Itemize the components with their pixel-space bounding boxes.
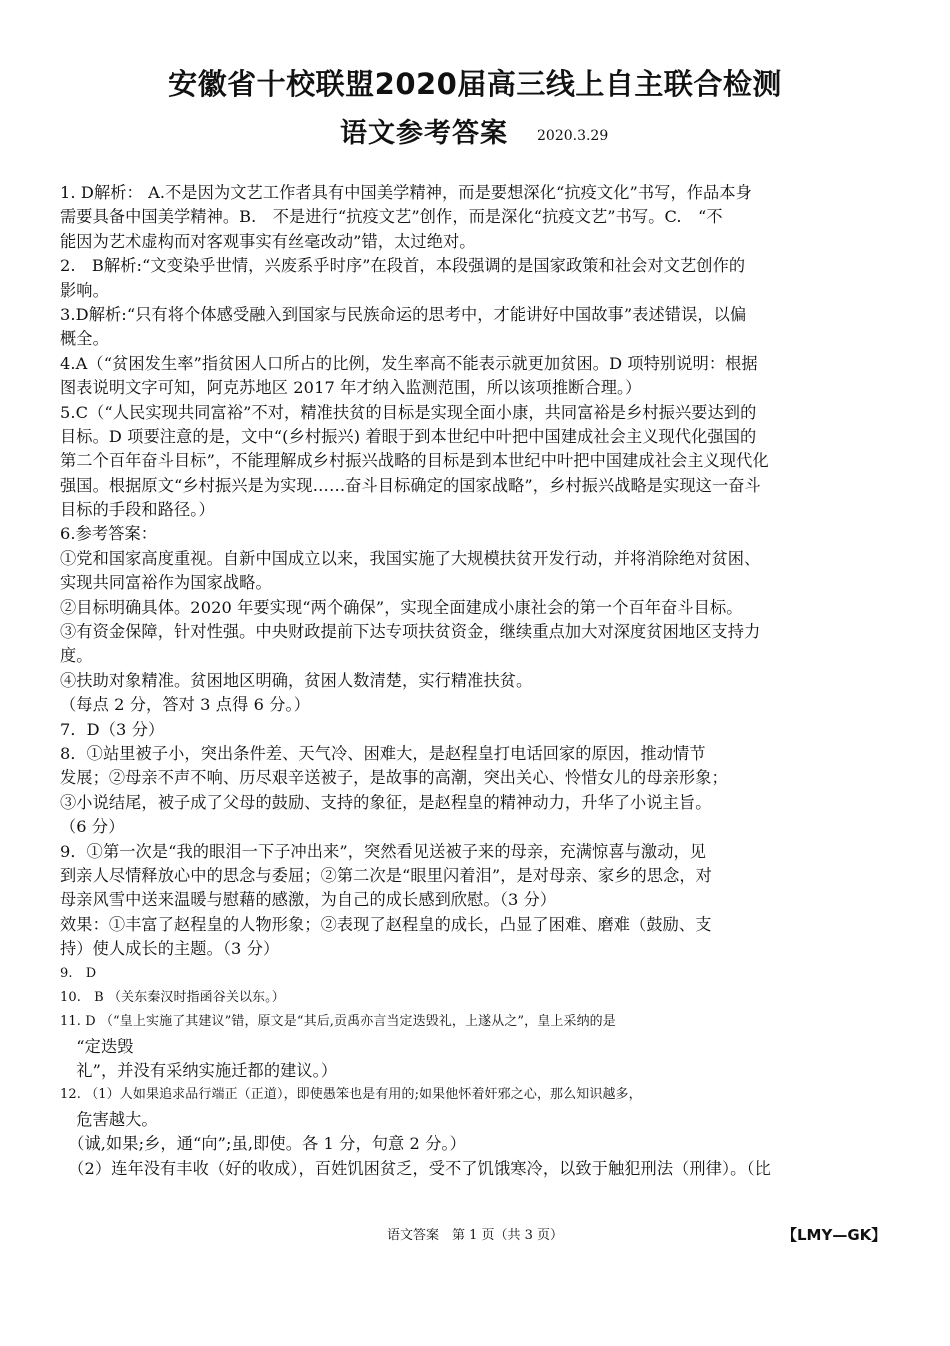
text-line: 9. D xyxy=(60,965,97,981)
text-line: ①党和国家高度重视。自新中国成立以来，我国实施了大规模扶贫开发行动，并将消除绝对贫困、 xyxy=(60,548,761,568)
page-subtitle: 语文参考答案 xyxy=(340,118,508,149)
page-title: 安徽省十校联盟2020届高三线上自主联合检测 xyxy=(168,67,782,101)
text-line: 危害越大。 xyxy=(60,1109,158,1129)
text-line: 图表说明文字可知，阿克苏地区 2017 年才纳入监测范围，所以该项推断合理。） xyxy=(60,378,642,398)
text-line: 需要具备中国美学精神。B. 不是进行“抗疫文艺”创作，而是深化“抗疫文艺”书写。C. “不 xyxy=(60,207,723,227)
text-line: （每点 2 分，答对 3 点得 6 分。） xyxy=(60,695,311,715)
text-line: 6.参考答案： xyxy=(60,524,158,544)
answer-body xyxy=(60,181,894,1181)
text-line: 母亲风雪中送来温暖与慰藉的感激，为自己的成长感到欣慰。（3 分） xyxy=(60,890,557,910)
text-line: 强国。根据原文“乡村振兴是为实现……奋斗目标确定的国家战略”，乡村振兴战略是实现这一奋斗 xyxy=(60,475,761,495)
document-code-tag: 【LMY—GK】 xyxy=(782,1226,887,1244)
exam-date: 2020.3.29 xyxy=(537,128,609,144)
text-line: 发展；②母亲不声不响、历尽艰辛送被子，是故事的高潮，突出关心、怜惜女儿的母亲形象； xyxy=(60,768,728,788)
text-line: ②目标明确具体。2020 年要实现“两个确保”，实现全面建成小康社会的第一个百年奋斗目标。 xyxy=(60,597,743,617)
text-line: （诚,如果;乡，通“向”;虽,即使。各 1 分，句意 2 分。） xyxy=(60,1134,466,1154)
text-line: ③小说结尾，被子成了父母的鼓励、支持的象征，是赵程皇的精神动力，升华了小说主旨。 xyxy=(60,792,712,812)
text-line: 第二个百年奋斗目标”，不能理解成乡村振兴战略的目标是到本世纪中叶把中国建成社会主义现代化 xyxy=(60,451,769,471)
text-line: （2）连年没有丰收（好的收成），百姓饥困贫乏，受不了饥饿寒冷，以致于触犯刑法（刑律）。（比 xyxy=(60,1158,771,1178)
page-footer: 语文答案 第 1 页（共 3 页） xyxy=(386,1228,564,1243)
text-line: 2. B解析:“文变染乎世情，兴废系乎时序”在段首，本段强调的是国家政策和社会对文艺创作的 xyxy=(60,256,746,276)
text-line: 实现共同富裕作为国家战略。 xyxy=(60,573,272,593)
text-line: 目标的手段和路径。） xyxy=(60,500,215,520)
text-line: 到亲人尽情释放心中的思念与委屈；②第二次是“眼里闪着泪”，是对母亲、家乡的思念，对 xyxy=(60,865,712,885)
text-line: 9．①第一次是“我的眼泪一下子冲出来”，突然看见送被子来的母亲，充满惊喜与激动，见 xyxy=(60,841,707,861)
text-line: 持）使人成长的主题。（3 分） xyxy=(60,939,280,959)
text-line: 影响。 xyxy=(60,280,109,300)
text-line: 12. （1）人如果追求品行端正（正道），即使愚笨也是有用的;如果他怀着奸邪之心，那么知识越多， xyxy=(60,1087,642,1103)
text-line: 概全。 xyxy=(60,329,109,349)
text-line: 效果：①丰富了赵程皇的人物形象；②表现了赵程皇的成长，凸显了困难、磨难（鼓励、支 xyxy=(60,914,712,934)
text-line: ③有资金保障，针对性强。中央财政提前下达专项扶贫资金，继续重点加大对深度贫困地区支持力 xyxy=(60,622,761,642)
text-line: 1. D解析： A.不是因为文艺工作者具有中国美学精神，而是要想深化“抗疫文化”书写，作品本身 xyxy=(60,183,752,202)
text-line: 礼”，并没有采纳实施迁都的建议。） xyxy=(60,1061,338,1081)
text-line: ④扶助对象精准。贫困地区明确，贫困人数清楚，实行精准扶贫。 xyxy=(60,670,533,690)
text-line: 11. D （“皇上实施了其建议”错，原文是“其后,贡禹亦言当定迭毁礼，上遂从之”，皇上采纳的是 xyxy=(60,1014,616,1030)
text-line: 3.D解析:“只有将个体感受融入到国家与民族命运的思考中，才能讲好中国故事”表述错误，以偏 xyxy=(60,304,747,324)
text-line: 4.A（“贫困发生率”指贫困人口所占的比例，发生率高不能表示就更加贫困。D 项特别说明：根据 xyxy=(60,353,758,373)
text-line: 10. B （关东秦汉时指函谷关以东。） xyxy=(60,989,285,1005)
text-line: 8．①站里被子小，突出条件差、天气冷、困难大，是赵程皇打电话回家的原因，推动情节 xyxy=(60,743,706,763)
text-line: 目标。D 项要注意的是，文中“(乡村振兴) 着眼于到本世纪中叶把中国建成社会主义现代化强国的 xyxy=(60,426,757,446)
text-line: 7．D（3 分） xyxy=(60,719,165,739)
text-line: 能因为艺术虚构而对客观事实有丝毫改动”错，太过绝对。 xyxy=(60,231,476,251)
text-line: “定迭毁 xyxy=(60,1036,134,1056)
text-line: （6 分） xyxy=(60,817,125,837)
text-line: 5.C（“人民实现共同富裕”不对，精准扶贫的目标是实现全面小康，共同富裕是乡村振兴要达到的 xyxy=(60,402,757,422)
text-line: 度。 xyxy=(60,646,93,666)
